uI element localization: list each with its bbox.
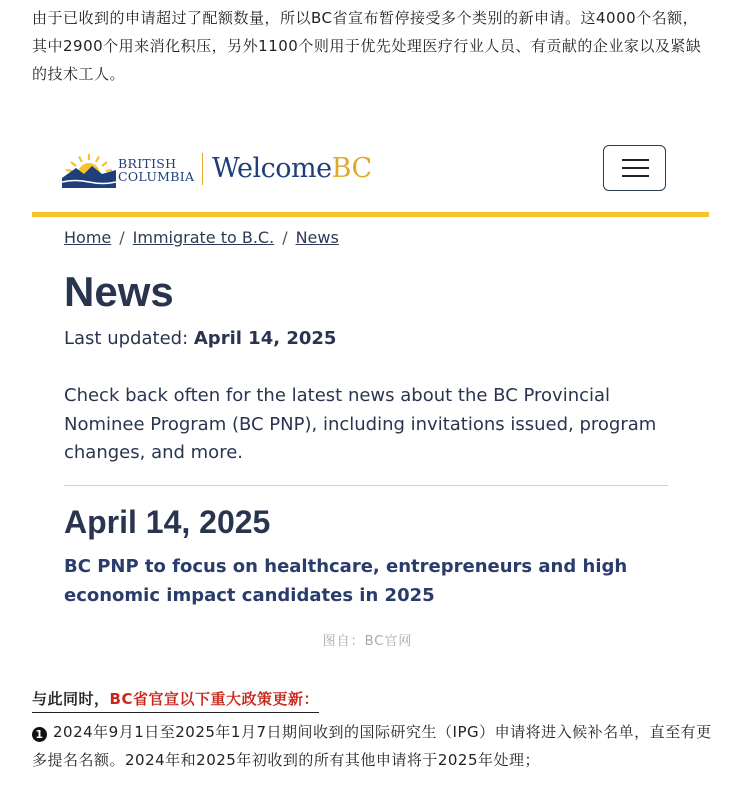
logo-line-columbia: COLUMBIA [118, 169, 195, 184]
sun-mountain-icon [62, 152, 116, 188]
breadcrumb-home[interactable]: Home [64, 228, 112, 247]
logo-wordmark: WelcomeBC [212, 153, 372, 184]
menu-button[interactable] [603, 145, 666, 191]
last-updated: Last updated: April 14, 2025 [64, 328, 337, 349]
embedded-screenshot [32, 120, 709, 620]
news-headline[interactable]: BC PNP to focus on healthcare, entrepreneurs and high economic impact candidates in 2025 [64, 556, 628, 606]
intro-paragraph: 由于已收到的申请超过了配额数量，所以BC省宣布暂停接受多个类别的新申请。这4000个名额，其中2900个用来消化积压，另外1100个则用于优先处理医疗行业人员、有贡献的企业家以及紧缺的技术工人。 [32, 9, 702, 83]
number-badge: 1 [32, 727, 47, 742]
breadcrumb-news[interactable]: News [295, 228, 339, 247]
breadcrumb [64, 228, 339, 247]
list-item: 1 2024年9月1日至2025年1月7日期间收到的国际研究生（IPG）申请将进入候补名单，直至有更多提名名额。2024年和2025年初收到的所有其他申请将于2025年处理； [32, 723, 712, 769]
breadcrumb-separator: / [282, 228, 288, 247]
page-description: Check back often for the latest news about the BC Provincial Nominee Program (BC PNP), including invitations issued, program changes, and more. [64, 385, 657, 463]
lead-heading: 与此同时，BC省官宣以下重大政策更新： [32, 688, 319, 713]
logo-line-british: BRITISH [118, 156, 177, 171]
breadcrumb-immigrate[interactable]: Immigrate to B.C. [132, 228, 275, 247]
logo-divider [202, 153, 203, 185]
updated-date: April 14, 2025 [193, 328, 337, 349]
image-caption: 图自：BC官网 [322, 634, 413, 649]
lead-highlight: BC省官宣以下重大政策更新： [109, 690, 319, 708]
section-date: April 14, 2025 [64, 504, 271, 540]
page-title: News [64, 268, 174, 315]
site-header [32, 120, 709, 212]
hamburger-icon-bar-1 [622, 159, 649, 161]
welcomebc-logo[interactable] [62, 150, 372, 190]
divider [64, 485, 668, 486]
breadcrumb-separator: / [119, 228, 125, 247]
hamburger-icon-bar-3 [622, 175, 649, 177]
hamburger-icon-bar-2 [622, 167, 649, 169]
header-accent-bar [32, 212, 709, 217]
